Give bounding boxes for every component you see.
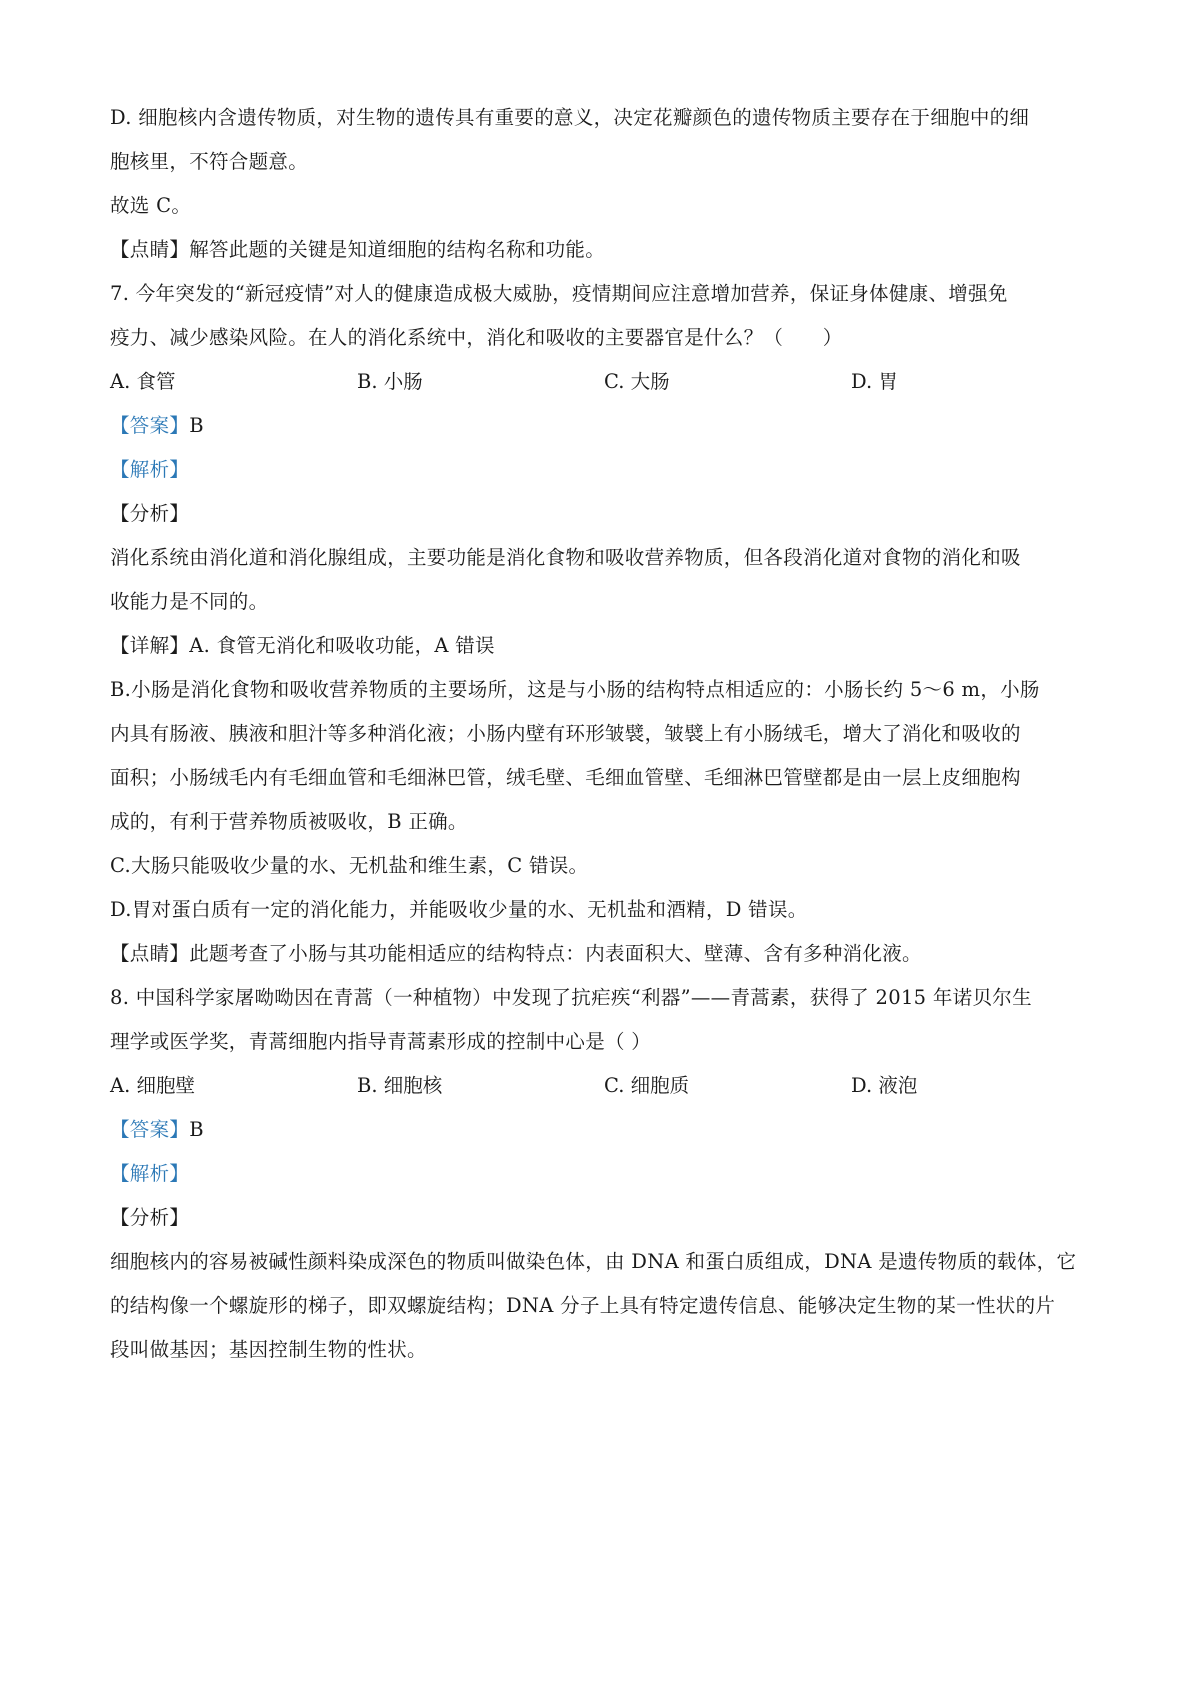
option-c: C. 细胞质 (604, 1074, 690, 1097)
question-7-options (110, 360, 1100, 404)
question-8-stem: 8. 中国科学家屠呦呦因在青蒿（一种植物）中发现了抗疟疾“利器”——青蒿素，获得了 2015 年诺贝尔生 (110, 986, 1032, 1009)
question-7-stem: 7. 今年突发的“新冠疫情”对人的健康造成极大威胁，疫情期间应注意增加营养，保证身体健康、增强免 (110, 282, 1008, 305)
detail-line: D.胃对蛋白质有一定的消化能力，并能吸收少量的水、无机盐和酒精，D 错误。 (110, 898, 808, 921)
option-d: D. 胃 (851, 370, 898, 393)
fenxi-label: 【分析】 (110, 502, 190, 525)
question-7-stem-cont: 疫力、减少感染风险。在人的消化系统中，消化和吸收的主要器官是什么？（ ） (110, 326, 843, 349)
analysis-line: 细胞核内的容易被碱性颜料染成深色的物质叫做染色体，由 DNA 和蛋白质组成，DNA 是遗传物质的载体，它 (110, 1250, 1077, 1273)
option-d: D. 液泡 (851, 1074, 918, 1097)
jiexi-label: 【解析】 (110, 1162, 190, 1185)
option-b: B. 细胞核 (357, 1074, 443, 1097)
fenxi-label: 【分析】 (110, 1206, 190, 1229)
analysis-line: 收能力是不同的。 (110, 590, 269, 613)
answer-value: B (189, 1118, 204, 1141)
analysis-line: 段叫做基因；基因控制生物的性状。 (110, 1338, 427, 1361)
answer-label: 【答案】 (110, 414, 190, 437)
detail-line: C.大肠只能吸收少量的水、无机盐和维生素，C 错误。 (110, 854, 589, 877)
option-a: A. 食管 (110, 370, 176, 393)
text-line: D. 细胞核内含遗传物质，对生物的遗传具有重要的意义，决定花瓣颜色的遗传物质主要存在于细胞中的细 (110, 106, 1030, 129)
text-line: 故选 C。 (110, 194, 192, 217)
dianjing-line: 【点睛】此题考查了小肠与其功能相适应的结构特点：内表面积大、壁薄、含有多种消化液。 (110, 942, 922, 965)
option-b: B. 小肠 (357, 370, 423, 393)
answer-value: B (189, 414, 204, 437)
answer-line (110, 1108, 1100, 1152)
question-8-options (110, 1064, 1100, 1108)
detail-line: 面积；小肠绒毛内有毛细血管和毛细淋巴管，绒毛壁、毛细血管壁、毛细淋巴管壁都是由一层上皮细胞构 (110, 766, 1021, 789)
question-8-stem-cont: 理学或医学奖，青蒿细胞内指导青蒿素形成的控制中心是（ ） (110, 1030, 652, 1053)
detail-line: 【详解】A. 食管无消化和吸收功能，A 错误 (110, 634, 495, 657)
option-a: A. 细胞壁 (110, 1074, 195, 1097)
detail-line: B.小肠是消化食物和吸收营养物质的主要场所，这是与小肠的结构特点相适应的：小肠长约 5～6 m，小肠 (110, 678, 1040, 701)
analysis-line: 消化系统由消化道和消化腺组成，主要功能是消化食物和吸收营养物质，但各段消化道对食物的消化和吸 (110, 546, 1021, 569)
dianjing-line: 【点睛】解答此题的关键是知道细胞的结构名称和功能。 (110, 238, 606, 261)
jiexi-label: 【解析】 (110, 458, 190, 481)
text-line: 胞核里，不符合题意。 (110, 150, 309, 173)
detail-line: 成的，有利于营养物质被吸收，B 正确。 (110, 810, 468, 833)
answer-line (110, 404, 1100, 448)
analysis-line: 的结构像一个螺旋形的梯子，即双螺旋结构；DNA 分子上具有特定遗传信息、能够决定生物的某一性状的片 (110, 1294, 1056, 1317)
detail-line: 内具有肠液、胰液和胆汁等多种消化液；小肠内壁有环形皱襞，皱襞上有小肠绒毛，增大了消化和吸收的 (110, 722, 1021, 745)
document-page (110, 96, 1100, 1372)
answer-label: 【答案】 (110, 1118, 190, 1141)
option-c: C. 大肠 (604, 370, 670, 393)
